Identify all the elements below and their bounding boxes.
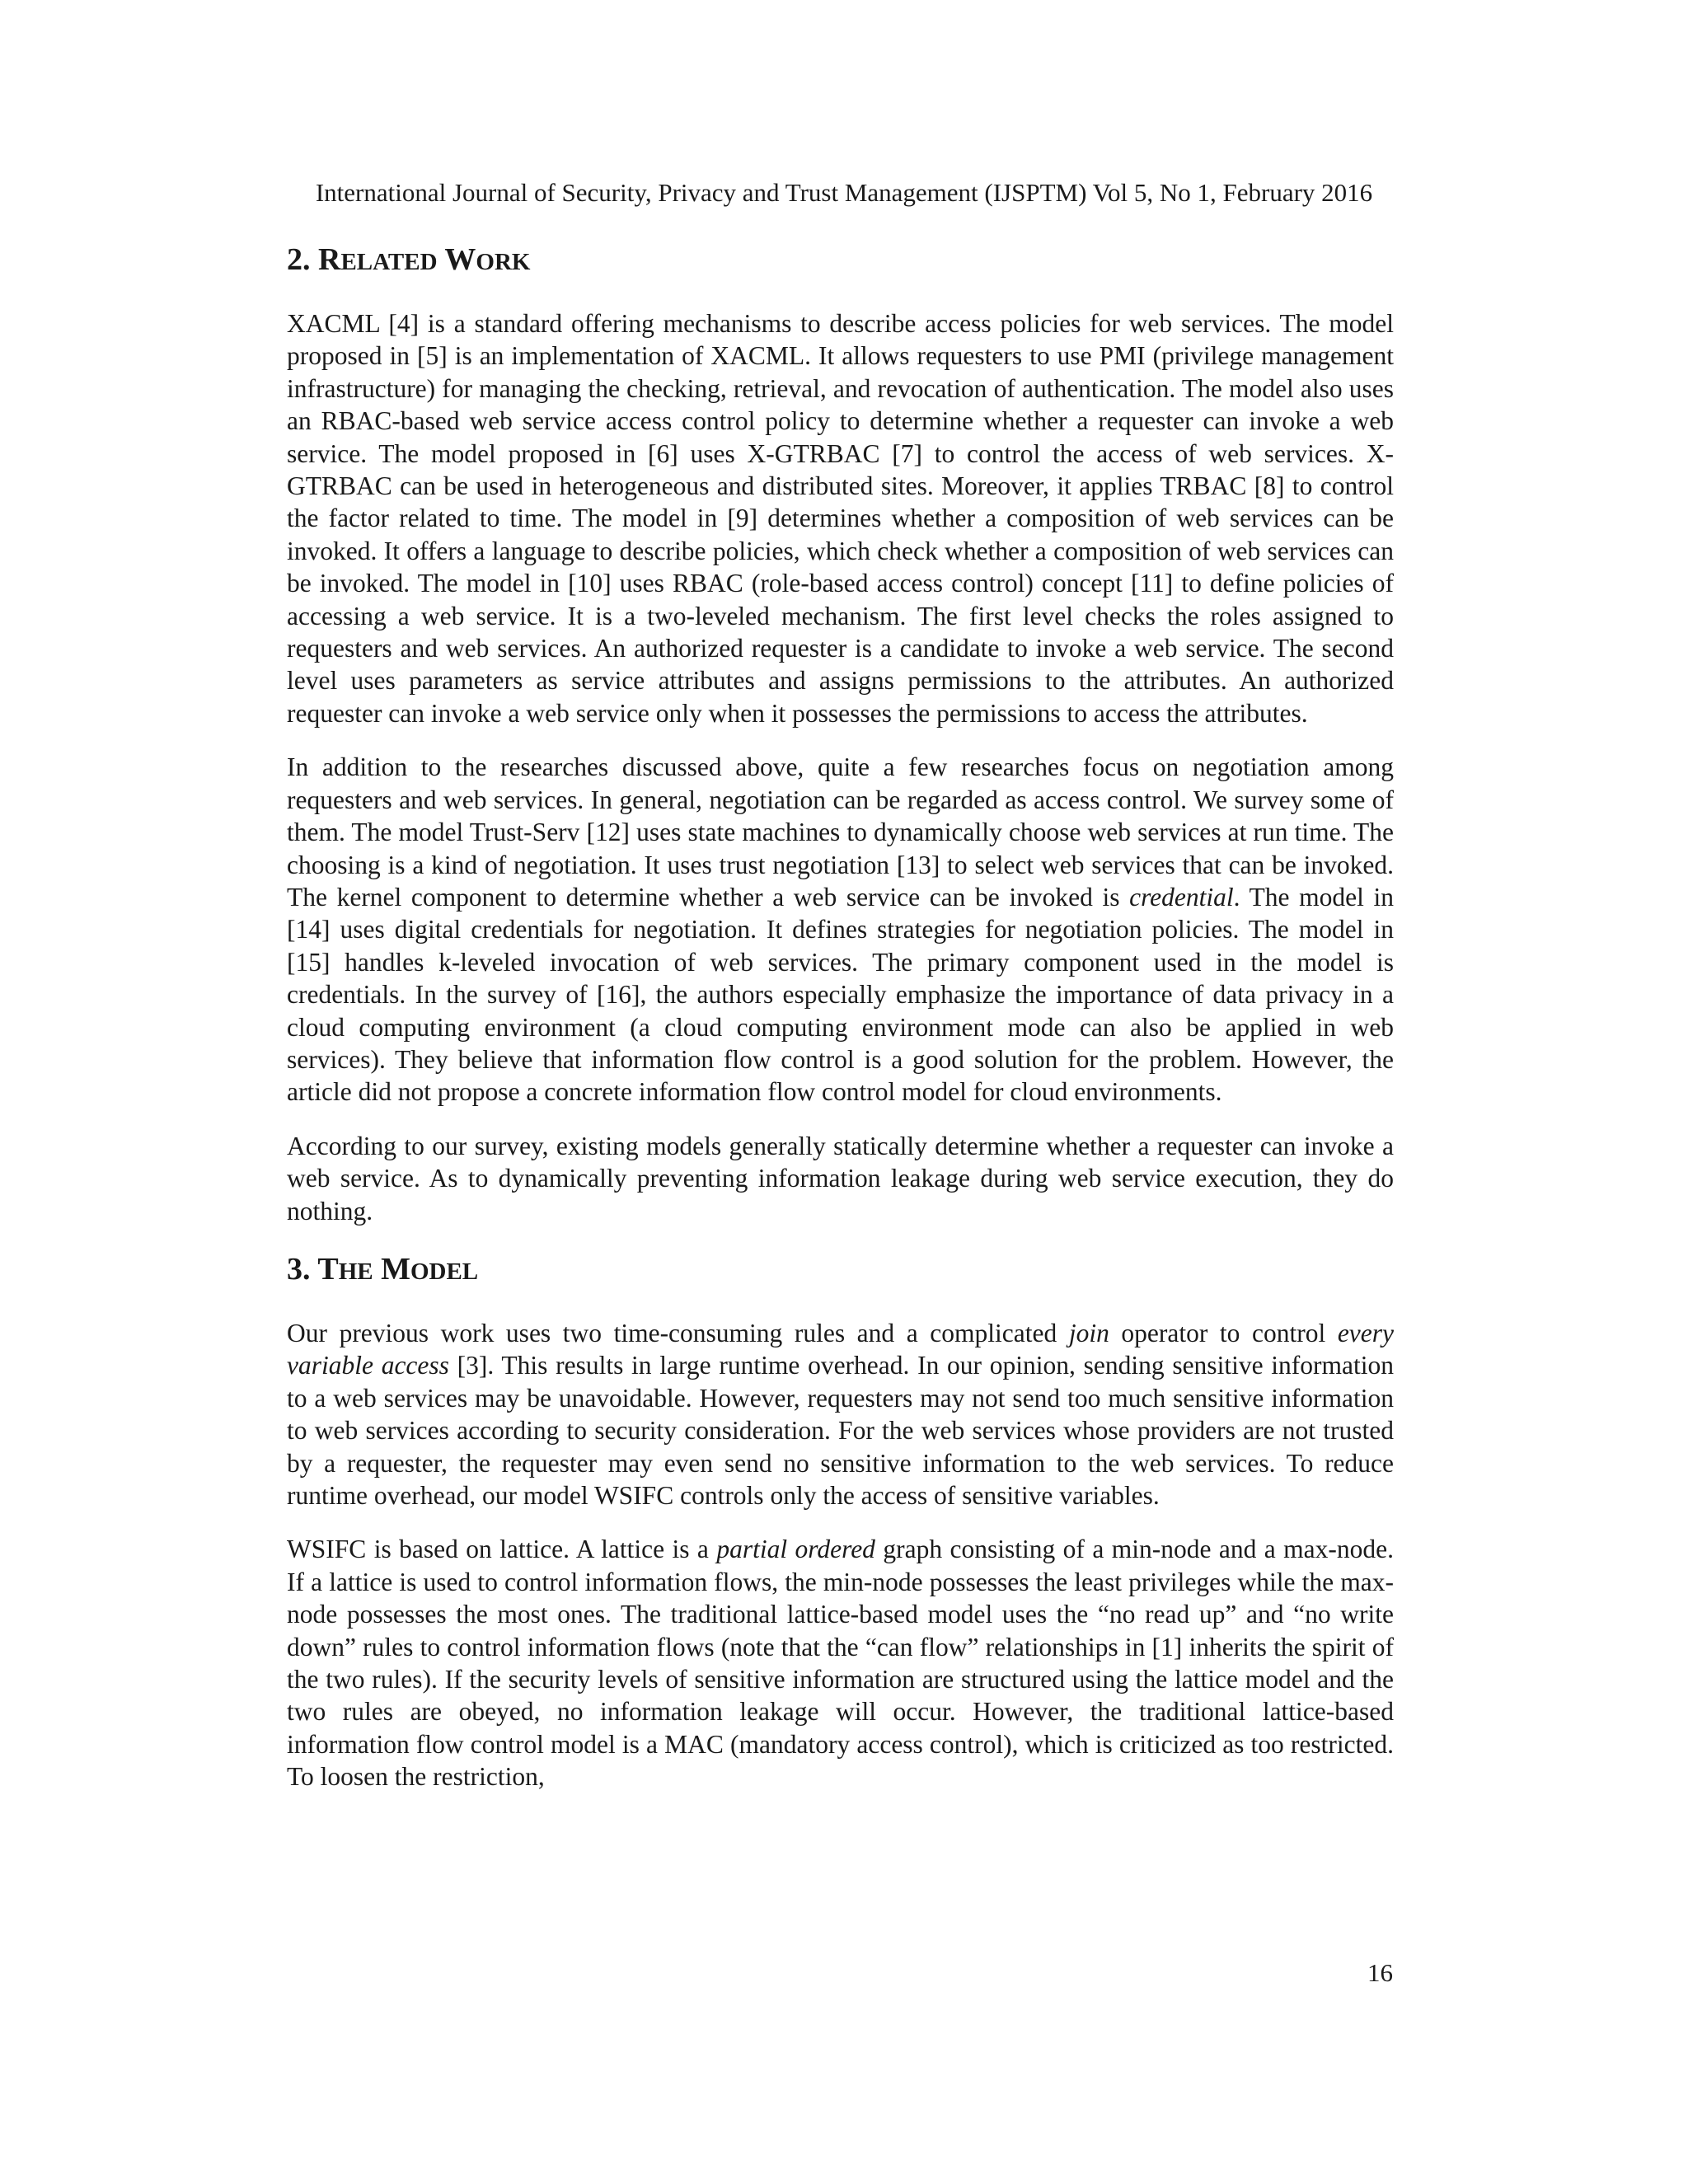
paragraph-text: In addition to the researches discussed above, quite a few researches focus on negotiation among requesters and web services. In general, negotiation can be regarded as access control. We survey some of them. The model Trust-Serv [12] uses state machines to dynamically choose web services at run time. The choosing is a kind of negotiation. It uses trust negotiation [13] to select web services that can be invoked. The kernel component to determine whether a web service can be invoked is [287,752,1394,912]
paragraph-xacml: XACML [4] is a standard offering mechanisms to describe access policies for web services. The model proposed in [5] is an implementation of XACML. It allows requesters to use PMI (privilege management infrastructure) for managing the checking, retrieval, and revocation of authentication. The model also uses an RBAC-based web service access control policy to determine whether a requester can invoke a web service. The model proposed in [6] uses X-GTRBAC [7] to control the access of web services. X-GTRBAC can be used in heterogeneous and distributed sites. Moreover, it applies TRBAC [8] to control the factor related to time. The model in [9] determines whether a composition of web services can be invoked. It offers a language to describe policies, which check whether a composition of web services can be invoked. The model in [10] uses RBAC (role-based access control) concept [11] to define policies of accessing a web service. It is a two-leveled mechanism. The first level checks the roles assigned to requesters and web services. An authorized requester is a candidate to invoke a web service. The second level uses parameters as service attributes and assigns permissions to the attributes. An authorized requester can invoke a web service only when it possesses the permissions to access the attributes. [287,309,1394,728]
heading-capital: M [381,1251,410,1286]
running-header: International Journal of Security, Privacy and Trust Management (IJSPTM) Vol 5, No 1, February 2016 [315,178,1373,207]
heading-smallcaps: ELATED [340,249,438,275]
emphasis-every-variable-access: every variable access [287,1318,1394,1380]
paragraph-survey-summary: According to our survey, existing models generally statically determine whether a requester can invoke a web service. As to dynamically preventing information leakage during web service execution, they do nothing. [287,1131,1394,1226]
emphasis-join: join [1068,1318,1109,1347]
paragraph-previous-work [287,1317,1394,1511]
paragraph-text: operator to control [1109,1318,1338,1347]
heading-capital: R [318,242,341,277]
paragraph-lattice [287,1533,1394,1793]
heading-capital: T [317,1251,339,1286]
paragraph-negotiation [287,751,1394,1108]
section-heading-related-work [287,239,1394,283]
emphasis-partial-ordered: partial ordered [716,1535,875,1564]
heading-smallcaps: ODEL [410,1258,479,1285]
heading-smallcaps: ORK [476,249,531,275]
section-number: 2. [287,242,318,277]
paragraph-text: . The model in [14] uses digital credentials for negotiation. It defines strategies for negotiation policies. The model in [15] handles k-leveled invocation of web services. The primary component used in the model is credentials. In the survey of [16], the authors especially emphasize the importance of data privacy in a cloud computing environment (a cloud computing environment mode can also be applied in web services). They believe that information flow control is a good solution for the problem. However, the article did not propose a concrete information flow control model for cloud environments. [287,882,1394,1107]
paragraph-text: WSIFC is based on lattice. A lattice is a [287,1535,717,1564]
section-heading-the-model [287,1249,1394,1292]
paragraph-text: [3]. This results in large runtime overhead. In our opinion, sending sensitive information to a web services may be unavoidable. However, requesters may not send too much sensitive information to web services according to security consideration. For the web services whose providers are not trusted by a requester, the requester may even send no sensitive information to the web services. To reduce runtime overhead, our model WSIFC controls only the access of sensitive variables. [287,1351,1394,1510]
heading-smallcaps: HE [338,1258,373,1285]
page-number: 16 [1367,1958,1393,1987]
emphasis-credential: credential [1129,882,1234,912]
page-content [287,239,1394,1793]
paragraph-text: Our previous work uses two time-consuming rules and a complicated [287,1318,1069,1347]
section-number: 3. [287,1251,318,1286]
paragraph-text: graph consisting of a min-node and a max-node. If a lattice is used to control information flows, the min-node possesses the least privileges while the max-node possesses the most ones. The traditional lattice-based model uses the “no read up” and “no write down” rules to control information flows (note that the “can flow” relationships in [1] inherits the spirit of the two rules). If the security levels of sensitive information are structured using the lattice model and the two rules are obeyed, no information leakage will occur. However, the traditional lattice-based information flow control model is a MAC (mandatory access control), which is criticized as too restricted. To loosen the restriction, [287,1535,1395,1792]
heading-capital: W [444,242,476,277]
